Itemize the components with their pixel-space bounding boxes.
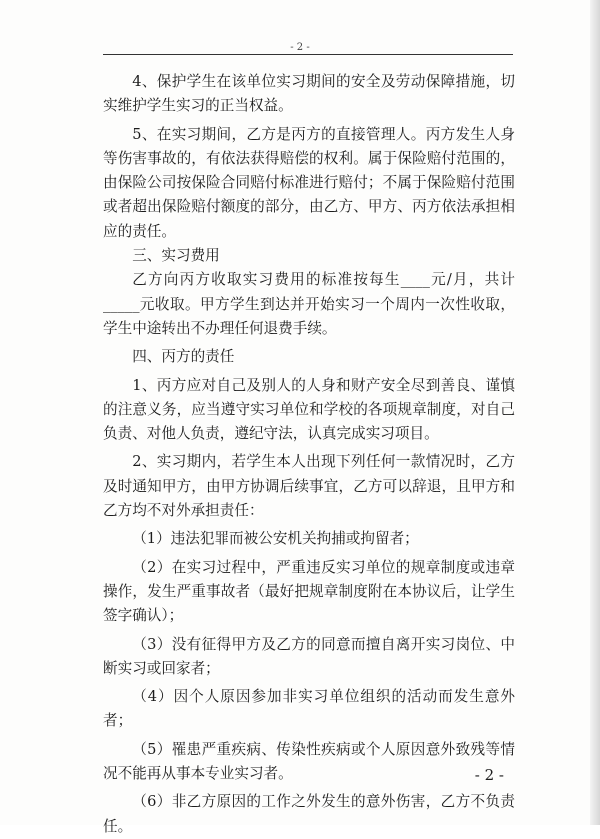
paragraph-party-c-1: 1、丙方应对自己及别人的人身和财产安全尽到善良、谨慎的注意义务，应当遵守实习单位和学校的各项规章制度，对自己负责、对他人负责，遵纪守法，认真完成实习项目。 [103,376,515,443]
header-rule [103,54,513,55]
footer-page-number: - 2 - [474,766,504,784]
list-item-6: （6）非乙方原因的工作之外发生的意外伤害，乙方不负责任。 [103,793,515,835]
header-page-marker-text: - 2 - [286,42,313,53]
list-item-1: （1）违法犯罪而被公安机关拘捕或拘留者； [132,530,419,548]
section-heading-party-c: 四、丙方的责任 [132,348,235,366]
paragraph-clause-4: 4、保护学生在该单位实习期间的安全及劳动保障措施，切实维护学生实习的正当权益。 [103,73,515,115]
section-heading-fees: 三、实习费用 [132,247,220,265]
paragraph-clause-5: 5、在实习期间，乙方是丙方的直接管理人。丙方发生人身等伤害事故的，有依法获得赔偿的权利。属于保险赔付范围的，由保险公司按保险合同赔付标准进行赔付；不属于保险赔付范围或者超出保险赔付额度的部分，由乙方、甲方、丙方依法承担相应的责任。 [103,125,515,240]
page-edge-shadow [590,0,600,825]
document-body [103,70,515,839]
paragraph-party-c-2: 2、实习期内，若学生本人出现下列任何一款情况时，乙方及时通知甲方，由甲方协调后续事宜，乙方可以辞退，且甲方和乙方均不对外承担责任： [103,453,515,520]
header-page-marker [0,42,600,53]
list-item-2: （2）在实习过程中，严重违反实习单位的规章制度或违章操作，发生严重事故者（最好把规章制度附在本协议后，让学生签字确认）； [103,558,515,625]
list-item-3: （3）没有征得甲方及乙方的同意而擅自离开实习岗位、中断实习或回家者； [103,635,515,677]
list-item-5: （5）罹患严重疾病、传染性疾病或个人原因意外致残等情况不能再从事本专业实习者。 [103,740,515,783]
list-item-4: （4）因个人原因参加非实习单位组织的活动而发生意外者； [103,688,515,730]
paragraph-fees: 乙方向丙方收取实习费用的标准按每生____元/月，共计_____元收取。甲方学生到达并开始实习一个周内一次性收取，学生中途转出不办理任何退费手续。 [103,271,515,337]
